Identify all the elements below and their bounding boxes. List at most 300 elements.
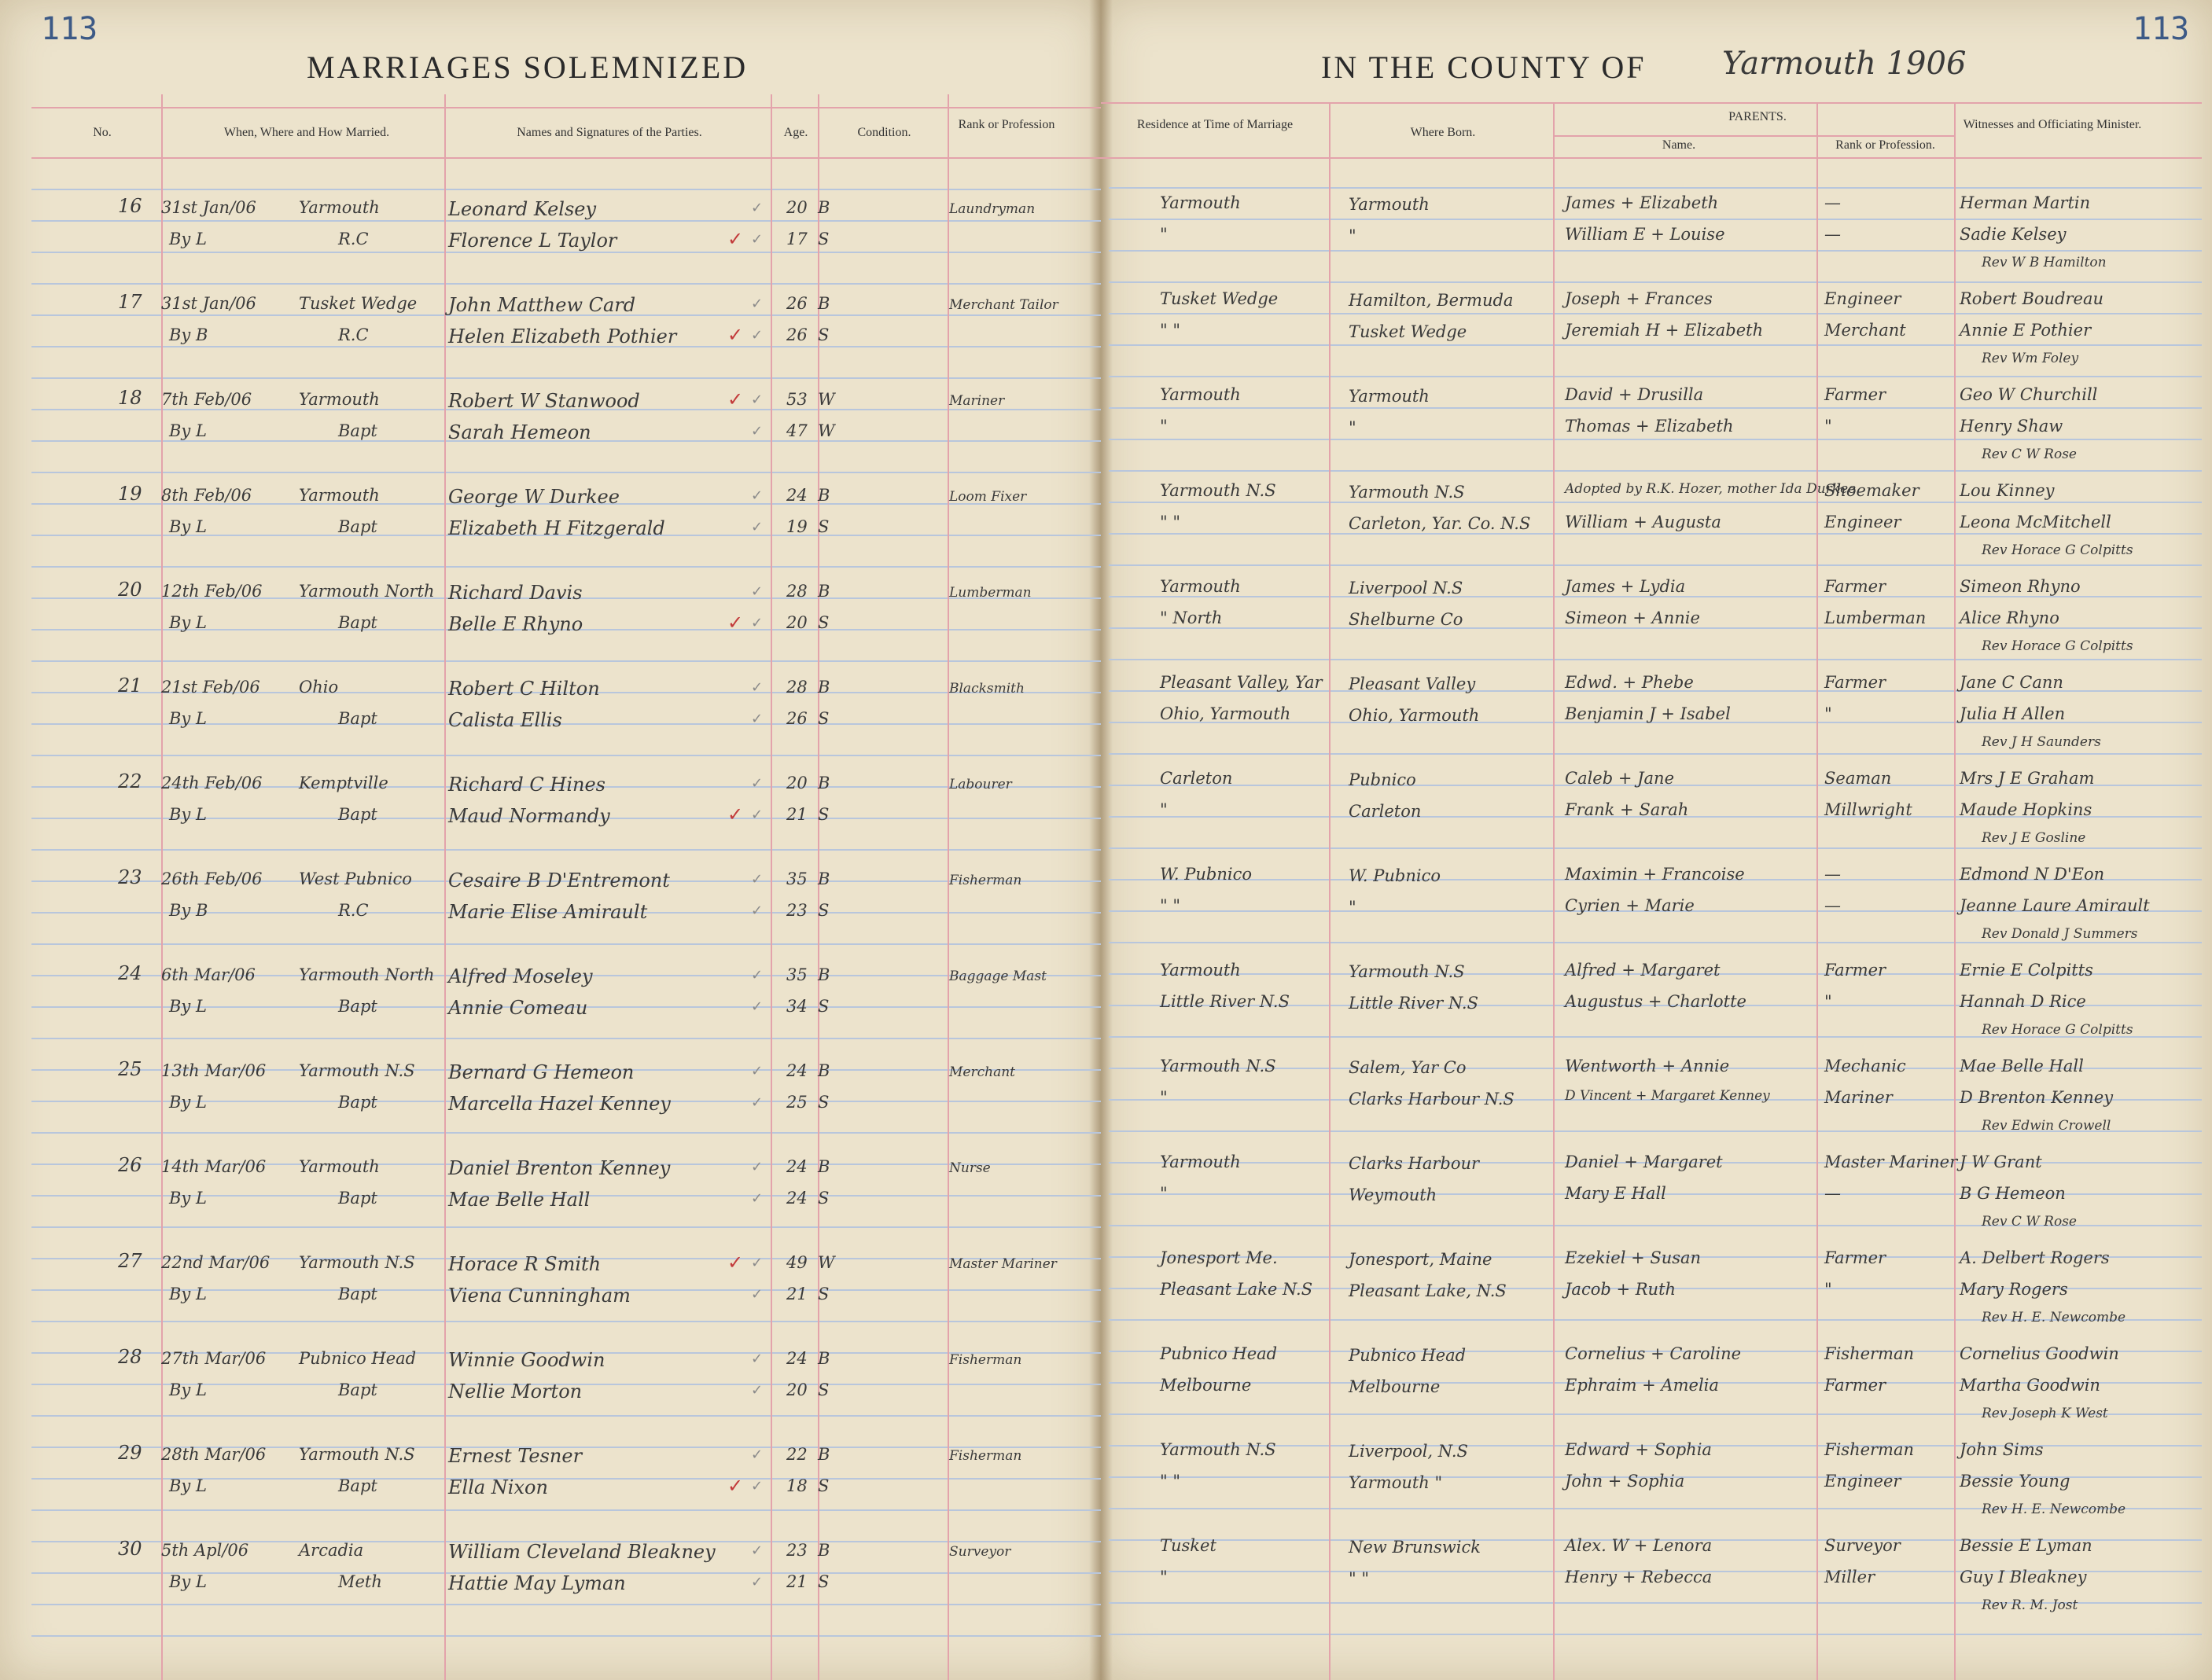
officiating-minister: Rev C W Rose (1982, 447, 2077, 462)
groom-parents: David + Drusilla (1565, 385, 1704, 404)
marriage-place: Pubnico Head (299, 1349, 417, 1368)
marriage-date: 26th Feb/06 (161, 869, 263, 888)
groom-condition: B (818, 965, 830, 984)
bride-check-mark: ✓ (751, 807, 764, 823)
groom-parents: Alfred + Margaret (1565, 961, 1721, 980)
marriage-method: By B (169, 325, 208, 344)
record-number: 28 (118, 1346, 142, 1368)
groom-birthplace: Yarmouth (1349, 195, 1430, 214)
marriage-date: 6th Mar/06 (161, 965, 256, 984)
marriage-method: By L (169, 1572, 207, 1591)
bride-parents-rank: " (1824, 704, 1832, 723)
bride-age: 20 (786, 1380, 808, 1399)
groom-age: 24 (786, 1061, 808, 1080)
witness-two: Maude Hopkins (1960, 800, 2092, 819)
bride-age: 18 (786, 1476, 808, 1495)
bride-condition: S (818, 517, 830, 536)
bride-birthplace: " (1349, 898, 1356, 917)
bride-residence: " " (1160, 321, 1180, 340)
marriage-method: By L (169, 709, 207, 728)
red-check-mark: ✓ (727, 324, 744, 346)
ruled-line-right (1109, 313, 2202, 314)
witness-one: A. Delbert Rogers (1960, 1248, 2110, 1267)
ruled-line-left (31, 1038, 1101, 1039)
marriage-method: By L (169, 1093, 207, 1112)
ruled-line-right (1109, 659, 2202, 660)
ruled-line-right (1109, 187, 2202, 189)
bride-name: Annie Comeau (448, 997, 588, 1019)
witness-two: D Brenton Kenney (1960, 1088, 2114, 1107)
groom-age: 24 (786, 486, 808, 505)
officiating-minister: Rev Edwin Crowell (1982, 1118, 2111, 1134)
officiating-minister: Rev H. E. Newcombe (1982, 1310, 2126, 1325)
bride-name: Calista Ellis (448, 709, 562, 731)
bride-name: Helen Elizabeth Pothier (448, 325, 677, 347)
bride-birthplace: Carleton (1349, 802, 1422, 821)
groom-residence: Yarmouth (1160, 1152, 1241, 1171)
witness-one: John Sims (1960, 1440, 2044, 1459)
marriage-place: Arcadia (299, 1541, 364, 1560)
bride-condition: S (818, 1285, 830, 1303)
bride-age: 21 (786, 1572, 808, 1591)
groom-residence: Yarmouth N.S (1160, 1440, 1276, 1459)
bride-parents-rank: " (1824, 992, 1832, 1011)
denomination: Bapt (338, 1189, 377, 1208)
witness-two: Julia H Allen (1960, 704, 2066, 723)
bride-name: Elizabeth H Fitzgerald (448, 517, 665, 539)
groom-condition: B (818, 1061, 830, 1080)
red-check-mark: ✓ (727, 1252, 744, 1274)
column-rule-right (1329, 102, 1331, 1680)
ruled-line-left (31, 1226, 1101, 1228)
groom-parents: Daniel + Margaret (1565, 1152, 1723, 1171)
record-number: 16 (118, 195, 142, 217)
record-number: 19 (118, 483, 142, 505)
groom-parents: Caleb + Jane (1565, 769, 1675, 788)
marriage-place: Yarmouth (299, 486, 380, 505)
bride-parents-rank: — (1824, 1184, 1841, 1203)
groom-condition: B (818, 294, 830, 313)
groom-check-mark: ✓ (751, 296, 764, 312)
groom-age: 49 (786, 1253, 808, 1272)
witness-one: Robert Boudreau (1960, 289, 2104, 308)
groom-name: Winnie Goodwin (448, 1349, 605, 1371)
marriage-date: 7th Feb/06 (161, 390, 252, 409)
ruled-line-left (31, 1635, 1101, 1637)
officiating-minister: Rev R. M. Jost (1982, 1597, 2078, 1613)
denomination: R.C (338, 230, 369, 248)
groom-age: 53 (786, 390, 808, 409)
ruled-line-right (1109, 502, 2202, 503)
marriage-date: 24th Feb/06 (161, 774, 263, 792)
witness-one: J W Grant (1960, 1152, 2042, 1171)
groom-check-mark: ✓ (751, 392, 764, 408)
groom-check-mark: ✓ (751, 200, 764, 216)
groom-rank: Laundryman (949, 201, 1036, 217)
officiating-minister: Rev Donald J Summers (1982, 926, 2138, 942)
bride-parents-rank: Mariner (1824, 1088, 1893, 1107)
bride-birthplace: " " (1349, 1569, 1369, 1588)
ruled-line-left (31, 1604, 1101, 1605)
groom-birthplace: Hamilton, Bermuda (1349, 291, 1514, 310)
groom-age: 26 (786, 294, 808, 313)
bride-residence: " (1160, 417, 1168, 436)
witness-two: Hannah D Rice (1960, 992, 2086, 1011)
groom-residence: Yarmouth N.S (1160, 1057, 1276, 1075)
ruled-line-left (31, 1509, 1101, 1511)
bride-name: Sarah Hemeon (448, 421, 591, 443)
marriage-date: 28th Mar/06 (161, 1445, 267, 1464)
bride-parents: Cyrien + Marie (1565, 896, 1695, 915)
groom-name: Leonard Kelsey (448, 198, 597, 220)
groom-parents: James + Lydia (1565, 577, 1686, 596)
ruled-line-right (1109, 596, 2202, 597)
denomination: Meth (338, 1572, 382, 1591)
bride-age: 25 (786, 1093, 808, 1112)
ruled-line-right (1109, 407, 2202, 409)
record-number: 27 (118, 1250, 142, 1272)
bride-parents: Thomas + Elizabeth (1565, 417, 1734, 436)
groom-parents: Edward + Sophia (1565, 1440, 1712, 1459)
bride-check-mark: ✓ (751, 1574, 764, 1590)
groom-parents-rank: Fisherman (1824, 1440, 1915, 1459)
groom-check-mark: ✓ (751, 1447, 764, 1463)
groom-age: 24 (786, 1157, 808, 1176)
groom-parents-rank: Fisherman (1824, 1344, 1915, 1363)
witness-one: Geo W Churchill (1960, 385, 2098, 404)
bride-name: Nellie Morton (448, 1380, 583, 1402)
witness-two: Mary Rogers (1960, 1280, 2068, 1299)
header-age: Age. (783, 126, 808, 139)
bride-parents: William + Augusta (1565, 513, 1721, 531)
bride-residence: Pleasant Lake N.S (1160, 1280, 1313, 1299)
groom-check-mark: ✓ (751, 1351, 764, 1367)
groom-parents-rank: Master Mariner (1824, 1152, 1958, 1171)
groom-condition: B (818, 1445, 830, 1464)
groom-condition: B (818, 198, 830, 217)
record-number: 24 (118, 962, 142, 984)
bride-parents-rank: Farmer (1824, 1376, 1886, 1395)
bride-check-mark: ✓ (751, 1190, 764, 1207)
witness-two: Guy I Bleakney (1960, 1568, 2087, 1586)
red-check-mark: ✓ (727, 1475, 744, 1497)
marriage-place: Yarmouth N.S (299, 1253, 415, 1272)
marriage-place: Yarmouth N.S (299, 1445, 415, 1464)
bride-condition: S (818, 709, 830, 728)
bride-age: 17 (786, 230, 808, 248)
record-number: 23 (118, 866, 142, 888)
bride-condition: S (818, 230, 830, 248)
denomination: Bapt (338, 1476, 377, 1495)
bride-parents-rank: Millwright (1824, 800, 1912, 819)
red-check-mark: ✓ (727, 803, 744, 825)
groom-age: 28 (786, 582, 808, 601)
bride-parents: Frank + Sarah (1565, 800, 1689, 819)
marriage-method: By L (169, 1189, 207, 1208)
denomination: R.C (338, 325, 369, 344)
groom-birthplace: Pleasant Valley (1349, 675, 1476, 693)
witness-one: Herman Martin (1960, 193, 2091, 212)
bride-residence: " " (1160, 1472, 1180, 1491)
bride-age: 23 (786, 901, 808, 920)
groom-name: Alfred Moseley (448, 965, 593, 987)
groom-name: Bernard G Hemeon (448, 1061, 635, 1083)
header-rank: Rank or Profession (958, 118, 1055, 131)
bride-residence: " North (1160, 608, 1223, 627)
bride-check-mark: ✓ (751, 1382, 764, 1399)
groom-condition: W (818, 1253, 835, 1272)
groom-birthplace: Yarmouth N.S (1349, 483, 1465, 502)
officiating-minister: Rev Horace G Colpitts (1982, 542, 2133, 558)
record-number: 26 (118, 1154, 142, 1176)
witness-two: Martha Goodwin (1960, 1376, 2100, 1395)
bride-residence: " (1160, 1568, 1168, 1586)
bride-birthplace: Clarks Harbour N.S (1349, 1090, 1515, 1108)
ruled-line-right (1109, 942, 2202, 943)
bride-age: 20 (786, 613, 808, 632)
groom-age: 20 (786, 774, 808, 792)
groom-age: 28 (786, 678, 808, 697)
groom-name: Ernest Tesner (448, 1445, 583, 1467)
groom-parents-rank: Surveyor (1824, 1536, 1901, 1555)
denomination: Bapt (338, 709, 377, 728)
groom-residence: Pleasant Valley, Yar (1160, 673, 1323, 692)
groom-birthplace: Salem, Yar Co (1349, 1058, 1467, 1077)
header-rule-top-right (1101, 102, 2202, 104)
ruled-line-right (1109, 564, 2202, 566)
groom-parents-rank: Farmer (1824, 385, 1886, 404)
bride-condition: S (818, 1093, 830, 1112)
groom-age: 24 (786, 1349, 808, 1368)
marriage-method: By L (169, 517, 207, 536)
groom-name: Cesaire B D'Entremont (448, 869, 670, 891)
bride-condition: S (818, 1380, 830, 1399)
bride-birthplace: " (1349, 418, 1356, 437)
groom-residence: Yarmouth (1160, 961, 1241, 980)
witness-two: Sadie Kelsey (1960, 225, 2067, 244)
header-residence: Residence at Time of Marriage (1136, 118, 1294, 131)
marriage-place: Kemptville (299, 774, 388, 792)
groom-parents-rank: Shoemaker (1824, 481, 1919, 500)
bride-parents: Ephraim + Amelia (1565, 1376, 1719, 1395)
groom-parents: Adopted by R.K. Hozer, mother Ida Durkee (1565, 481, 1857, 497)
ruled-line-right (1109, 533, 2202, 535)
bride-residence: Ohio, Yarmouth (1160, 704, 1291, 723)
bride-parents: Augustus + Charlotte (1565, 992, 1746, 1011)
bride-residence: " " (1160, 896, 1180, 915)
bride-parents-rank: " (1824, 1280, 1832, 1299)
header-rule-top-left (31, 107, 1101, 108)
witness-two: Henry Shaw (1960, 417, 2063, 436)
groom-check-mark: ✓ (751, 1542, 764, 1559)
bride-name: Viena Cunningham (448, 1285, 631, 1307)
groom-residence: Yarmouth (1160, 577, 1241, 596)
groom-parents-rank: Mechanic (1824, 1057, 1906, 1075)
bride-parents-rank: Merchant (1824, 321, 1906, 340)
bride-birthplace: Yarmouth " (1349, 1473, 1443, 1492)
marriage-date: 14th Mar/06 (161, 1157, 267, 1176)
bride-residence: " (1160, 1088, 1168, 1107)
bride-condition: W (818, 421, 835, 440)
groom-age: 35 (786, 965, 808, 984)
bride-birthplace: Tusket Wedge (1349, 322, 1467, 341)
marriage-method: By B (169, 901, 208, 920)
denomination: Bapt (338, 1285, 377, 1303)
groom-age: 23 (786, 1541, 808, 1560)
record-number: 20 (118, 579, 142, 601)
groom-residence: Yarmouth (1160, 193, 1241, 212)
ruled-line-right (1109, 470, 2202, 472)
groom-birthplace: Jonesport, Maine (1349, 1250, 1492, 1269)
groom-name: Horace R Smith (448, 1253, 602, 1275)
bride-name: Maud Normandy (448, 805, 610, 827)
witness-one: Mae Belle Hall (1960, 1057, 2084, 1075)
bride-check-mark: ✓ (751, 615, 764, 631)
groom-parents-rank: Engineer (1824, 289, 1901, 308)
groom-rank: Merchant Tailor (949, 297, 1058, 313)
groom-rank: Fisherman (949, 1352, 1022, 1368)
column-rule-left (444, 94, 446, 1680)
officiating-minister: Rev C W Rose (1982, 1214, 2077, 1230)
bride-age: 21 (786, 805, 808, 824)
bride-condition: S (818, 325, 830, 344)
record-number: 30 (118, 1538, 142, 1560)
officiating-minister: Rev W B Hamilton (1982, 255, 2107, 270)
denomination: Bapt (338, 421, 377, 440)
witness-one: Ernie E Colpitts (1960, 961, 2093, 980)
officiating-minister: Rev J H Saunders (1982, 734, 2101, 750)
red-check-mark: ✓ (727, 388, 744, 410)
ruled-line-left (31, 849, 1101, 851)
witness-one: Edmond N D'Eon (1960, 865, 2105, 884)
groom-rank: Merchant (949, 1064, 1015, 1080)
bride-parents-rank: — (1824, 896, 1841, 915)
marriage-date: 12th Feb/06 (161, 582, 263, 601)
ruled-line-left (31, 252, 1101, 253)
bride-parents: John + Sophia (1565, 1472, 1685, 1491)
bride-check-mark: ✓ (751, 519, 764, 535)
groom-birthplace: New Brunswick (1349, 1538, 1481, 1557)
marriage-place: Yarmouth (299, 1157, 380, 1176)
groom-check-mark: ✓ (751, 1063, 764, 1079)
bride-birthplace: Little River N.S (1349, 994, 1478, 1013)
groom-rank: Nurse (949, 1160, 991, 1176)
bride-residence: Little River N.S (1160, 992, 1290, 1011)
denomination: Bapt (338, 805, 377, 824)
ruled-line-left (31, 1132, 1101, 1134)
groom-birthplace: Yarmouth N.S (1349, 962, 1465, 981)
ruled-line-right (1109, 753, 2202, 755)
witness-two: Bessie Young (1960, 1472, 2070, 1491)
officiating-minister: Rev Joseph K West (1982, 1406, 2108, 1421)
bride-parents: Henry + Rebecca (1565, 1568, 1713, 1586)
witness-two: Leona McMitchell (1960, 513, 2111, 531)
witness-one: Mrs J E Graham (1960, 769, 2095, 788)
groom-residence: Jonesport Me. (1160, 1248, 1278, 1267)
groom-residence: W. Pubnico (1160, 865, 1253, 884)
bride-residence: Melbourne (1160, 1376, 1252, 1395)
header-parents: PARENTS. (1728, 110, 1787, 123)
denomination: Bapt (338, 1380, 377, 1399)
bride-check-mark: ✓ (751, 327, 764, 344)
bride-name: Ella Nixon (448, 1476, 548, 1498)
marriage-date: 5th Apl/06 (161, 1541, 249, 1560)
groom-birthplace: Clarks Harbour (1349, 1154, 1480, 1173)
marriage-method: By L (169, 421, 207, 440)
marriage-place: Yarmouth (299, 390, 380, 409)
ruled-line-right (1109, 281, 2202, 283)
officiating-minister: Rev Horace G Colpitts (1982, 1022, 2133, 1038)
ruled-line-left (31, 755, 1101, 756)
marriage-method: By L (169, 1285, 207, 1303)
bride-condition: S (818, 997, 830, 1016)
bride-residence: " (1160, 225, 1168, 244)
marriage-method: By L (169, 805, 207, 824)
bride-name: Mae Belle Hall (448, 1189, 591, 1211)
groom-condition: B (818, 774, 830, 792)
bride-check-mark: ✓ (751, 711, 764, 727)
bride-name: Florence L Taylor (448, 230, 617, 252)
marriage-place: Yarmouth North (299, 965, 435, 984)
witness-two: Annie E Pothier (1960, 321, 2092, 340)
ruled-line-right (1109, 439, 2202, 440)
groom-residence: Carleton (1160, 769, 1233, 788)
witness-one: Jane C Cann (1960, 673, 2063, 692)
bride-birthplace: Pleasant Lake, N.S (1349, 1281, 1507, 1300)
groom-age: 35 (786, 869, 808, 888)
groom-check-mark: ✓ (751, 583, 764, 600)
groom-check-mark: ✓ (751, 487, 764, 504)
marriage-method: By L (169, 1380, 207, 1399)
groom-rank: Labourer (949, 777, 1012, 792)
header-parents-rank: Rank or Profession. (1835, 138, 1935, 152)
groom-parents: Wentworth + Annie (1565, 1057, 1730, 1075)
header-names: Names and Signatures of the Parties. (517, 126, 702, 139)
groom-check-mark: ✓ (751, 1159, 764, 1175)
groom-parents-rank: Farmer (1824, 673, 1886, 692)
groom-condition: B (818, 678, 830, 697)
groom-name: Richard C Hines (448, 774, 605, 796)
groom-check-mark: ✓ (751, 1255, 764, 1271)
groom-rank: Blacksmith (949, 681, 1025, 697)
bride-parents-rank: Engineer (1824, 513, 1901, 531)
denomination: Bapt (338, 1093, 377, 1112)
marriage-date: 8th Feb/06 (161, 486, 252, 505)
bride-parents-rank: Lumberman (1824, 608, 1927, 627)
witness-one: Lou Kinney (1960, 481, 2055, 500)
groom-check-mark: ✓ (751, 679, 764, 696)
groom-parents: Alex. W + Lenora (1565, 1536, 1713, 1555)
witness-one: Simeon Rhyno (1960, 577, 2081, 596)
header-condition: Condition. (857, 126, 911, 139)
ruled-line-left (31, 189, 1101, 190)
groom-residence: Pubnico Head (1160, 1344, 1278, 1363)
bride-name: Marcella Hazel Kenney (448, 1093, 671, 1115)
header-no: No. (93, 126, 112, 139)
bride-parents-rank: " (1824, 417, 1832, 436)
groom-condition: B (818, 1157, 830, 1176)
column-rule-left (771, 94, 772, 1680)
officiating-minister: Rev Wm Foley (1982, 351, 2079, 366)
marriage-place: West Pubnico (299, 869, 412, 888)
bride-birthplace: Weymouth (1349, 1186, 1437, 1204)
marriage-place: Ohio (299, 678, 339, 697)
groom-birthplace: W. Pubnico (1349, 866, 1441, 885)
marriage-method: By L (169, 613, 207, 632)
groom-birthplace: Pubnico (1349, 770, 1416, 789)
denomination: R.C (338, 901, 369, 920)
bride-parents: William E + Louise (1565, 225, 1725, 244)
